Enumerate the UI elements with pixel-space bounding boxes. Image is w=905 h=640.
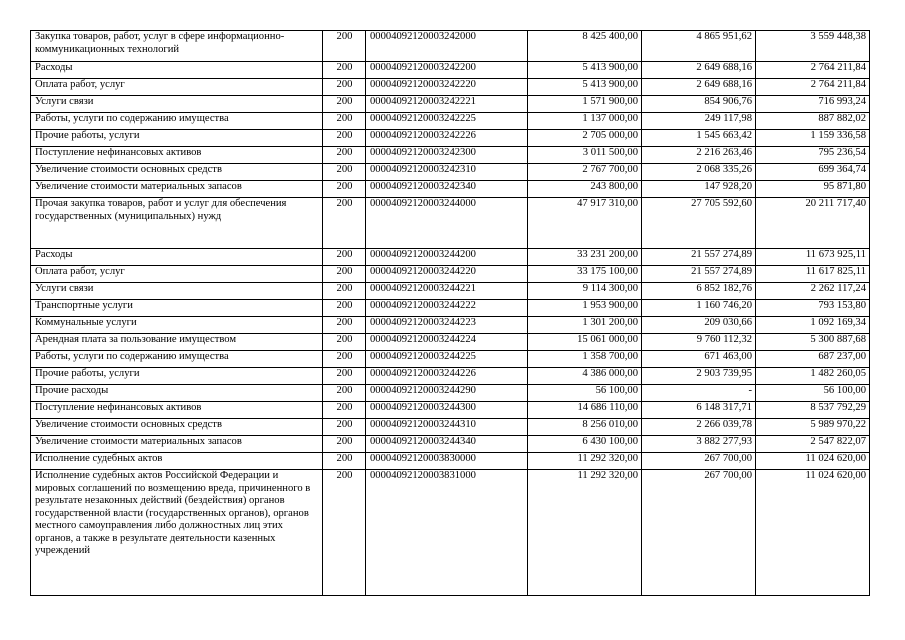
row-code: 200	[323, 402, 366, 419]
row-kbk: 00004092120003242220	[366, 79, 528, 96]
row-name: Поступление нефинансовых активов	[31, 147, 323, 164]
row-unexecuted: 1 482 260,05	[756, 368, 870, 385]
row-approved: 6 430 100,00	[528, 436, 642, 453]
table-row	[31, 436, 870, 453]
row-unexecuted: 795 236,54	[756, 147, 870, 164]
row-name: Арендная плата за пользование имуществом	[31, 334, 323, 351]
row-code: 200	[323, 198, 366, 249]
row-approved: 11 292 320,00	[528, 453, 642, 470]
row-unexecuted: 2 764 211,84	[756, 79, 870, 96]
row-unexecuted: 11 024 620,00	[756, 453, 870, 470]
row-approved: 4 386 000,00	[528, 368, 642, 385]
row-approved: 1 571 900,00	[528, 96, 642, 113]
table-row	[31, 130, 870, 147]
row-kbk: 00004092120003244310	[366, 419, 528, 436]
table-row	[31, 249, 870, 266]
row-code: 200	[323, 385, 366, 402]
table-row	[31, 266, 870, 283]
row-unexecuted: 5 300 887,68	[756, 334, 870, 351]
row-unexecuted: 5 989 970,22	[756, 419, 870, 436]
row-executed: 209 030,66	[642, 317, 756, 334]
row-unexecuted: 56 100,00	[756, 385, 870, 402]
row-executed: 9 760 112,32	[642, 334, 756, 351]
table-row	[31, 147, 870, 164]
row-name: Прочие работы, услуги	[31, 368, 323, 385]
table-row	[31, 351, 870, 368]
row-executed: -	[642, 385, 756, 402]
row-code: 200	[323, 317, 366, 334]
row-unexecuted: 716 993,24	[756, 96, 870, 113]
row-approved: 1 358 700,00	[528, 351, 642, 368]
row-executed: 2 649 688,16	[642, 79, 756, 96]
row-executed: 1 160 746,20	[642, 300, 756, 317]
row-approved: 243 800,00	[528, 181, 642, 198]
row-executed: 27 705 592,60	[642, 198, 756, 249]
row-approved: 8 425 400,00	[528, 31, 642, 62]
row-name: Оплата работ, услуг	[31, 79, 323, 96]
row-name: Прочие работы, услуги	[31, 130, 323, 147]
row-kbk: 00004092120003244290	[366, 385, 528, 402]
table-row	[31, 283, 870, 300]
row-executed: 21 557 274,89	[642, 266, 756, 283]
table-row	[31, 164, 870, 181]
row-unexecuted: 2 262 117,24	[756, 283, 870, 300]
table-row	[31, 300, 870, 317]
row-unexecuted: 1 092 169,34	[756, 317, 870, 334]
row-code: 200	[323, 164, 366, 181]
row-approved: 5 413 900,00	[528, 62, 642, 79]
row-name: Оплата работ, услуг	[31, 266, 323, 283]
row-name: Увеличение стоимости основных средств	[31, 419, 323, 436]
row-kbk: 00004092120003242310	[366, 164, 528, 181]
row-unexecuted: 11 024 620,00	[756, 470, 870, 596]
row-executed: 6 852 182,76	[642, 283, 756, 300]
row-executed: 2 266 039,78	[642, 419, 756, 436]
row-code: 200	[323, 96, 366, 113]
row-name: Услуги связи	[31, 96, 323, 113]
row-unexecuted: 687 237,00	[756, 351, 870, 368]
row-kbk: 00004092120003244222	[366, 300, 528, 317]
table-row	[31, 470, 870, 596]
row-approved: 8 256 010,00	[528, 419, 642, 436]
row-kbk: 00004092120003831000	[366, 470, 528, 596]
table-row	[31, 402, 870, 419]
row-code: 200	[323, 283, 366, 300]
row-kbk: 00004092120003242221	[366, 96, 528, 113]
row-approved: 56 100,00	[528, 385, 642, 402]
row-name: Исполнение судебных актов Российской Федерации и мировых соглашений по возмещению вреда, причиненного в результате незаконных действий (бездействия) органов государственной власти (государственных органов), органов местного самоуправления либо должностных лиц этих органов, а также в результате деятельности казенных учреждений	[31, 470, 323, 596]
row-code: 200	[323, 79, 366, 96]
table-row	[31, 385, 870, 402]
row-name: Увеличение стоимости материальных запасов	[31, 436, 323, 453]
row-approved: 47 917 310,00	[528, 198, 642, 249]
row-approved: 11 292 320,00	[528, 470, 642, 596]
row-name: Работы, услуги по содержанию имущества	[31, 113, 323, 130]
row-kbk: 00004092120003242226	[366, 130, 528, 147]
row-approved: 33 175 100,00	[528, 266, 642, 283]
row-kbk: 00004092120003244300	[366, 402, 528, 419]
row-executed: 3 882 277,93	[642, 436, 756, 453]
row-name: Поступление нефинансовых активов	[31, 402, 323, 419]
table-row	[31, 79, 870, 96]
row-code: 200	[323, 266, 366, 283]
row-kbk: 00004092120003244225	[366, 351, 528, 368]
row-code: 200	[323, 62, 366, 79]
table-row	[31, 181, 870, 198]
row-kbk: 00004092120003244226	[366, 368, 528, 385]
row-kbk: 00004092120003244221	[366, 283, 528, 300]
row-name: Прочие расходы	[31, 385, 323, 402]
table-row	[31, 31, 870, 62]
row-code: 200	[323, 249, 366, 266]
row-kbk: 00004092120003244000	[366, 198, 528, 249]
row-kbk: 00004092120003242300	[366, 147, 528, 164]
row-executed: 2 903 739,95	[642, 368, 756, 385]
row-code: 200	[323, 351, 366, 368]
row-kbk: 00004092120003244220	[366, 266, 528, 283]
row-unexecuted: 11 673 925,11	[756, 249, 870, 266]
table-row	[31, 368, 870, 385]
row-kbk: 00004092120003244224	[366, 334, 528, 351]
row-unexecuted: 11 617 825,11	[756, 266, 870, 283]
row-approved: 1 301 200,00	[528, 317, 642, 334]
row-executed: 6 148 317,71	[642, 402, 756, 419]
row-name: Закупка товаров, работ, услуг в сфере информационно-коммуникационных технологий	[31, 31, 323, 62]
row-kbk: 00004092120003242200	[366, 62, 528, 79]
row-code: 200	[323, 453, 366, 470]
row-unexecuted: 793 153,80	[756, 300, 870, 317]
row-executed: 671 463,00	[642, 351, 756, 368]
row-executed: 2 068 335,26	[642, 164, 756, 181]
row-executed: 1 545 663,42	[642, 130, 756, 147]
row-name: Увеличение стоимости основных средств	[31, 164, 323, 181]
row-kbk: 00004092120003242000	[366, 31, 528, 62]
row-executed: 21 557 274,89	[642, 249, 756, 266]
row-code: 200	[323, 181, 366, 198]
row-name: Коммунальные услуги	[31, 317, 323, 334]
row-code: 200	[323, 147, 366, 164]
row-executed: 854 906,76	[642, 96, 756, 113]
row-unexecuted: 3 559 448,38	[756, 31, 870, 62]
row-name: Исполнение судебных актов	[31, 453, 323, 470]
row-executed: 2 649 688,16	[642, 62, 756, 79]
row-approved: 2 767 700,00	[528, 164, 642, 181]
table-row	[31, 453, 870, 470]
row-code: 200	[323, 334, 366, 351]
row-name: Прочая закупка товаров, работ и услуг для обеспечения государственных (муниципальных) нужд	[31, 198, 323, 249]
row-code: 200	[323, 368, 366, 385]
row-approved: 9 114 300,00	[528, 283, 642, 300]
row-kbk: 00004092120003242340	[366, 181, 528, 198]
row-executed: 4 865 951,62	[642, 31, 756, 62]
row-code: 200	[323, 419, 366, 436]
row-code: 200	[323, 31, 366, 62]
budget-execution-table	[30, 30, 870, 596]
row-executed: 249 117,98	[642, 113, 756, 130]
row-unexecuted: 887 882,02	[756, 113, 870, 130]
row-approved: 15 061 000,00	[528, 334, 642, 351]
table-row	[31, 96, 870, 113]
row-name: Расходы	[31, 62, 323, 79]
row-executed: 267 700,00	[642, 470, 756, 596]
row-unexecuted: 8 537 792,29	[756, 402, 870, 419]
row-name: Услуги связи	[31, 283, 323, 300]
row-approved: 14 686 110,00	[528, 402, 642, 419]
row-code: 200	[323, 300, 366, 317]
row-kbk: 00004092120003244223	[366, 317, 528, 334]
row-approved: 1 953 900,00	[528, 300, 642, 317]
row-approved: 1 137 000,00	[528, 113, 642, 130]
row-name: Транспортные услуги	[31, 300, 323, 317]
row-code: 200	[323, 436, 366, 453]
row-unexecuted: 95 871,80	[756, 181, 870, 198]
row-unexecuted: 1 159 336,58	[756, 130, 870, 147]
table-row	[31, 113, 870, 130]
row-executed: 147 928,20	[642, 181, 756, 198]
row-approved: 2 705 000,00	[528, 130, 642, 147]
row-kbk: 00004092120003244340	[366, 436, 528, 453]
table-row	[31, 198, 870, 249]
row-approved: 3 011 500,00	[528, 147, 642, 164]
row-approved: 5 413 900,00	[528, 79, 642, 96]
row-code: 200	[323, 113, 366, 130]
table-row	[31, 317, 870, 334]
row-code: 200	[323, 470, 366, 596]
row-name: Расходы	[31, 249, 323, 266]
row-kbk: 00004092120003244200	[366, 249, 528, 266]
row-unexecuted: 699 364,74	[756, 164, 870, 181]
row-executed: 267 700,00	[642, 453, 756, 470]
row-name: Увеличение стоимости материальных запасов	[31, 181, 323, 198]
table-row	[31, 419, 870, 436]
row-kbk: 00004092120003242225	[366, 113, 528, 130]
row-kbk: 00004092120003830000	[366, 453, 528, 470]
row-code: 200	[323, 130, 366, 147]
table-row	[31, 62, 870, 79]
row-unexecuted: 2 547 822,07	[756, 436, 870, 453]
row-unexecuted: 20 211 717,40	[756, 198, 870, 249]
row-name: Работы, услуги по содержанию имущества	[31, 351, 323, 368]
table-row	[31, 334, 870, 351]
row-approved: 33 231 200,00	[528, 249, 642, 266]
row-unexecuted: 2 764 211,84	[756, 62, 870, 79]
row-executed: 2 216 263,46	[642, 147, 756, 164]
